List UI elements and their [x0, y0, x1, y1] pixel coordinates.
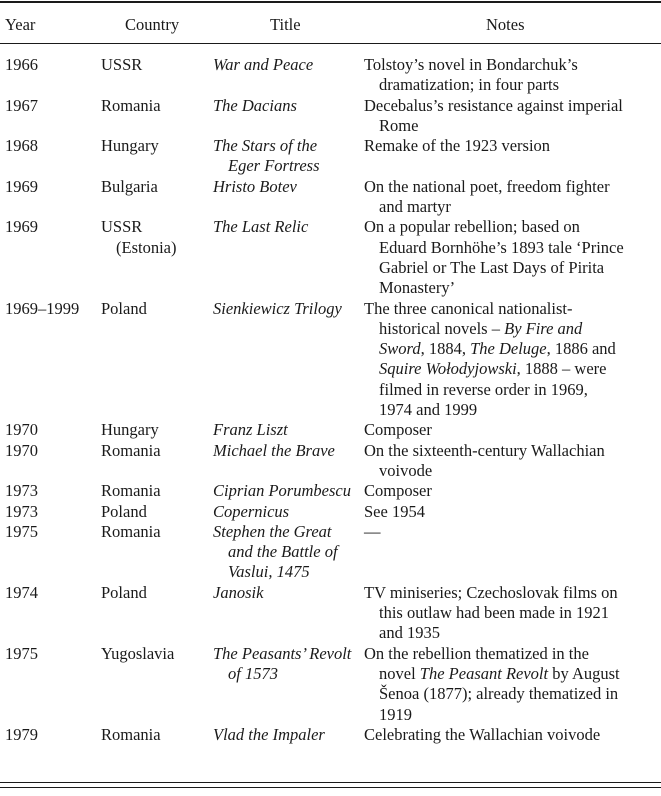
table-row — [0, 299, 661, 421]
title-line: Copernicus — [213, 501, 290, 521]
country-line: Poland — [101, 298, 147, 318]
notes-line: historical novels – By Fire and — [379, 318, 583, 338]
cell-year: 1973 — [5, 501, 38, 521]
cell-notes — [364, 481, 656, 501]
table-row — [0, 217, 661, 298]
cell-country — [101, 136, 211, 156]
title-line: Janosik — [213, 582, 264, 602]
cell-year: 1970 — [5, 420, 38, 440]
cell-country — [101, 522, 211, 542]
cell-notes — [364, 420, 656, 440]
notes-line: Remake of the 1923 version — [364, 136, 551, 156]
notes-line: Gabriel or The Last Days of Pirita — [379, 257, 605, 277]
title-line: The Last Relic — [213, 217, 309, 237]
title-line: Vaslui, 1475 — [228, 562, 310, 582]
cell-title — [213, 55, 363, 75]
cell-notes — [364, 96, 656, 137]
cell-country — [101, 177, 211, 197]
cell-notes — [364, 177, 656, 218]
notes-italic: By Fire and — [504, 318, 583, 338]
header-rule — [0, 43, 661, 44]
table-bottom-rule-double — [0, 787, 661, 788]
cell-year: 1979 — [5, 724, 38, 744]
cell-country — [101, 55, 211, 75]
title-line: Eger Fortress — [228, 156, 320, 176]
notes-line: Decebalus’s resistance against imperial — [364, 95, 623, 115]
header-year: Year — [5, 15, 36, 34]
cell-country — [101, 644, 211, 664]
table-row — [0, 136, 661, 177]
notes-line: 1974 and 1999 — [379, 400, 478, 420]
country-line: (Estonia) — [116, 237, 177, 257]
country-line: USSR — [101, 217, 143, 237]
title-line: Michael the Brave — [213, 440, 335, 460]
cell-title — [213, 522, 363, 583]
cell-title — [213, 644, 363, 685]
notes-line: dramatization; in four parts — [379, 75, 560, 95]
country-line: Hungary — [101, 420, 159, 440]
country-line: Romania — [101, 481, 161, 501]
notes-line: filmed in reverse order in 1969, — [379, 379, 588, 399]
notes-line: Composer — [364, 420, 432, 440]
country-line: Bulgaria — [101, 176, 158, 196]
cell-country — [101, 441, 211, 461]
notes-italic: The Peasant Revolt — [419, 663, 549, 683]
table-row — [0, 481, 661, 501]
notes-line: On a popular rebellion; based on — [364, 217, 580, 237]
notes-italic: Sword — [379, 339, 421, 359]
cell-title — [213, 136, 363, 177]
notes-line: Composer — [364, 481, 432, 501]
cell-title — [213, 583, 363, 603]
cell-notes — [364, 644, 656, 725]
table-row — [0, 502, 661, 522]
cell-title — [213, 481, 363, 501]
table-row — [0, 725, 661, 745]
cell-country — [101, 299, 211, 319]
table-body — [0, 55, 661, 745]
notes-line: On the rebellion thematized in the — [364, 643, 589, 663]
notes-line: TV miniseries; Czechoslovak films on — [364, 582, 618, 602]
cell-year: 1970 — [5, 440, 38, 460]
cell-country — [101, 583, 211, 603]
title-line: The Stars of the — [213, 136, 318, 156]
notes-line: 1919 — [379, 704, 412, 724]
title-line: The Dacians — [213, 95, 297, 115]
notes-line: Rome — [379, 115, 419, 135]
table-bottom-rule — [0, 782, 661, 783]
cell-notes — [364, 725, 656, 745]
notes-line: Celebrating the Wallachian voivode — [364, 724, 601, 744]
table-row — [0, 96, 661, 137]
country-line: USSR — [101, 55, 143, 74]
notes-line: Squire Wołodyjowski, 1888 – were — [379, 359, 607, 379]
cell-notes — [364, 136, 656, 156]
title-line: Ciprian Porumbescu — [213, 481, 351, 501]
notes-line: this outlaw had been made in 1921 — [379, 603, 610, 623]
notes-line: On the sixteenth-century Wallachian — [364, 440, 605, 460]
country-line: Romania — [101, 521, 161, 541]
cell-title — [213, 441, 363, 461]
notes-line: Tolstoy’s novel in Bondarchuk’s — [364, 55, 578, 74]
cell-country — [101, 420, 211, 440]
title-line: Sienkiewicz Trilogy — [213, 298, 342, 318]
cell-title — [213, 420, 363, 440]
country-line: Romania — [101, 440, 161, 460]
table-row — [0, 441, 661, 482]
title-line: Vlad the Impaler — [213, 724, 325, 744]
title-line: and the Battle of — [228, 542, 338, 562]
title-line: War and Peace — [213, 55, 314, 74]
cell-country — [101, 502, 211, 522]
cell-year: 1969–1999 — [5, 298, 80, 318]
notes-line: novel The Peasant Revolt by August — [379, 663, 620, 683]
cell-notes — [364, 299, 656, 421]
cell-country — [101, 96, 211, 116]
notes-line: On the national poet, freedom fighter — [364, 176, 610, 196]
cell-country — [101, 217, 211, 258]
cell-country — [101, 725, 211, 745]
notes-line: Eduard Bornhöhe’s 1893 tale ‘Prince — [379, 237, 624, 257]
table-header — [0, 15, 661, 37]
title-line: Stephen the Great — [213, 521, 332, 541]
notes-line: and 1935 — [379, 623, 440, 643]
cell-title — [213, 96, 363, 116]
title-line: The Peasants’ Revolt — [213, 643, 352, 663]
cell-notes — [364, 583, 656, 644]
cell-title — [213, 177, 363, 197]
cell-year: 1968 — [5, 136, 38, 156]
country-line: Poland — [101, 501, 147, 521]
cell-year: 1975 — [5, 643, 38, 663]
cell-year: 1975 — [5, 521, 38, 541]
country-line: Poland — [101, 582, 147, 602]
table-row — [0, 420, 661, 440]
cell-notes — [364, 55, 656, 96]
cell-notes — [364, 502, 656, 522]
notes-line: See 1954 — [364, 501, 425, 521]
notes-italic: The Deluge — [470, 339, 547, 359]
cell-year: 1966 — [5, 55, 38, 74]
notes-line: — — [364, 521, 381, 541]
cell-title — [213, 502, 363, 522]
cell-year: 1974 — [5, 582, 38, 602]
notes-line: voivode — [379, 460, 433, 480]
header-notes: Notes — [486, 15, 525, 34]
header-title: Title — [270, 15, 301, 34]
country-line: Romania — [101, 724, 161, 744]
cell-country — [101, 481, 211, 501]
cell-title — [213, 217, 363, 237]
table-top-rule — [0, 1, 661, 3]
table-row — [0, 177, 661, 218]
title-line: Franz Liszt — [213, 420, 288, 440]
notes-italic: Squire Wołodyjowski — [379, 359, 517, 379]
notes-line: Sword, 1884, The Deluge, 1886 and — [379, 339, 616, 359]
header-country: Country — [125, 15, 180, 34]
title-line: Hristo Botev — [213, 176, 297, 196]
table-row — [0, 583, 661, 644]
title-line: of 1573 — [228, 663, 278, 683]
country-line: Hungary — [101, 136, 159, 156]
notes-line: Šenoa (1877); already thematized in — [379, 684, 619, 704]
notes-line: The three canonical nationalist- — [364, 298, 573, 318]
cell-year: 1967 — [5, 95, 38, 115]
cell-notes — [364, 441, 656, 482]
table-row — [0, 644, 661, 725]
cell-year: 1973 — [5, 481, 38, 501]
cell-year: 1969 — [5, 217, 38, 237]
cell-notes — [364, 217, 656, 298]
cell-notes — [364, 522, 656, 542]
notes-line: and martyr — [379, 197, 451, 217]
table-row — [0, 522, 661, 583]
cell-year: 1969 — [5, 176, 38, 196]
notes-line: Monastery’ — [379, 278, 456, 298]
country-line: Romania — [101, 95, 161, 115]
table-row — [0, 55, 661, 96]
cell-title — [213, 725, 363, 745]
country-line: Yugoslavia — [101, 643, 175, 663]
cell-title — [213, 299, 363, 319]
